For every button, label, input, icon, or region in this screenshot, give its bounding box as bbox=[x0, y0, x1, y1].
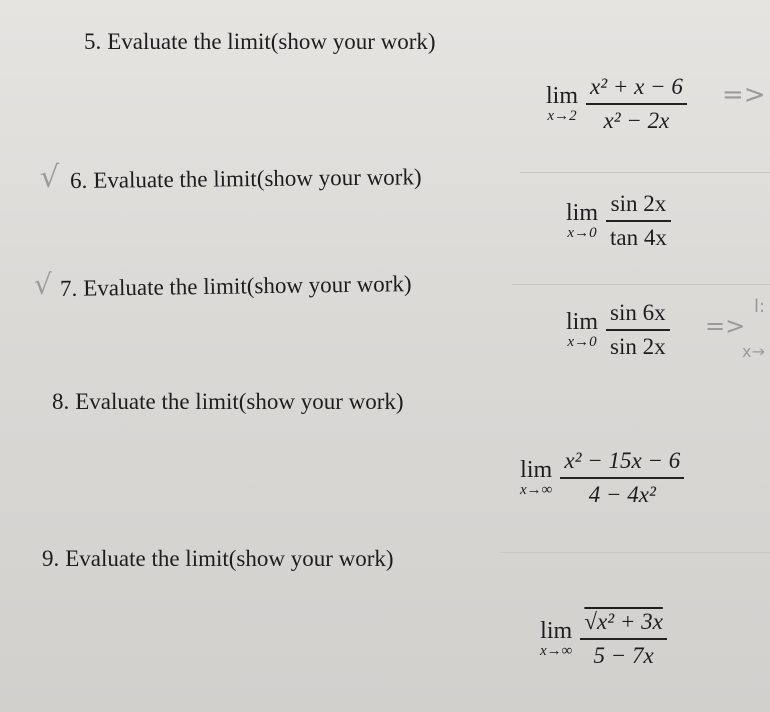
fraction-bar bbox=[580, 638, 666, 640]
question-6 bbox=[70, 164, 422, 194]
lim-operator: lim x→∞ bbox=[540, 617, 573, 659]
pencil-partial-note: x→ bbox=[742, 342, 765, 361]
fraction-denominator: tan 4x bbox=[610, 224, 667, 250]
lim-subscript: x→0 bbox=[567, 224, 597, 241]
limit-expression-5 bbox=[546, 74, 687, 134]
lim-subscript: x→0 bbox=[567, 333, 597, 350]
question-number: 5. bbox=[84, 29, 102, 54]
divider-line bbox=[520, 172, 770, 173]
lim-operator: lim x→0 bbox=[566, 308, 599, 350]
fraction-numerator: sin 2x bbox=[610, 191, 667, 216]
pencil-arrow-mark: => bbox=[722, 80, 766, 110]
fraction-denominator: x² − 2x bbox=[603, 107, 670, 133]
fraction bbox=[606, 191, 671, 251]
lim-operator: lim x→0 bbox=[566, 199, 599, 241]
fraction-denominator: 4 − 4x² bbox=[588, 481, 656, 507]
pencil-partial-note: l: bbox=[754, 296, 766, 317]
limit-expression-6 bbox=[566, 191, 671, 251]
fraction-numerator: x² − 15x − 6 bbox=[564, 448, 681, 473]
limit-expression-7 bbox=[566, 300, 670, 360]
question-text: Evaluate the limit(show your work) bbox=[83, 271, 412, 301]
question-5 bbox=[84, 29, 436, 55]
fraction-numerator: x² + x − 6 bbox=[590, 74, 683, 99]
fraction bbox=[586, 74, 687, 134]
fraction-bar bbox=[606, 220, 671, 222]
fraction-bar bbox=[560, 477, 684, 479]
fraction bbox=[560, 448, 684, 508]
pencil-arrow-mark: => bbox=[705, 312, 746, 340]
question-text: Evaluate the limit(show your work) bbox=[107, 29, 436, 54]
question-number: 9. bbox=[42, 546, 60, 571]
fraction-bar bbox=[586, 103, 687, 105]
lim-operator: lim x→∞ bbox=[520, 456, 553, 498]
question-text: Evaluate the limit(show your work) bbox=[75, 389, 404, 414]
fraction-denominator: sin 2x bbox=[610, 333, 666, 359]
checkmark-7: √ bbox=[34, 268, 52, 301]
fraction-numerator: √x² + 3x bbox=[584, 609, 663, 634]
limit-expression-9 bbox=[540, 609, 667, 669]
lim-subscript: x→∞ bbox=[540, 642, 573, 659]
fraction bbox=[606, 300, 670, 360]
question-text: Evaluate the limit(show your work) bbox=[65, 546, 394, 571]
question-text: Evaluate the limit(show your work) bbox=[93, 164, 422, 193]
fraction-bar bbox=[606, 329, 670, 331]
lim-operator: lim x→2 bbox=[546, 82, 579, 124]
question-8 bbox=[52, 389, 404, 415]
question-number: 6. bbox=[69, 167, 88, 193]
lim-subscript: x→2 bbox=[547, 107, 577, 124]
limit-expression-8 bbox=[520, 448, 684, 508]
question-number: 8. bbox=[52, 389, 70, 414]
divider-line bbox=[512, 284, 770, 285]
checkmark-6: √ bbox=[40, 160, 60, 195]
lim-subscript: x→∞ bbox=[520, 481, 553, 498]
fraction bbox=[580, 609, 666, 669]
question-7 bbox=[60, 271, 412, 302]
divider-line bbox=[500, 552, 770, 553]
fraction-numerator: sin 6x bbox=[610, 300, 666, 325]
fraction-denominator: 5 − 7x bbox=[593, 642, 654, 668]
question-9 bbox=[42, 546, 394, 572]
question-number: 7. bbox=[59, 275, 78, 301]
